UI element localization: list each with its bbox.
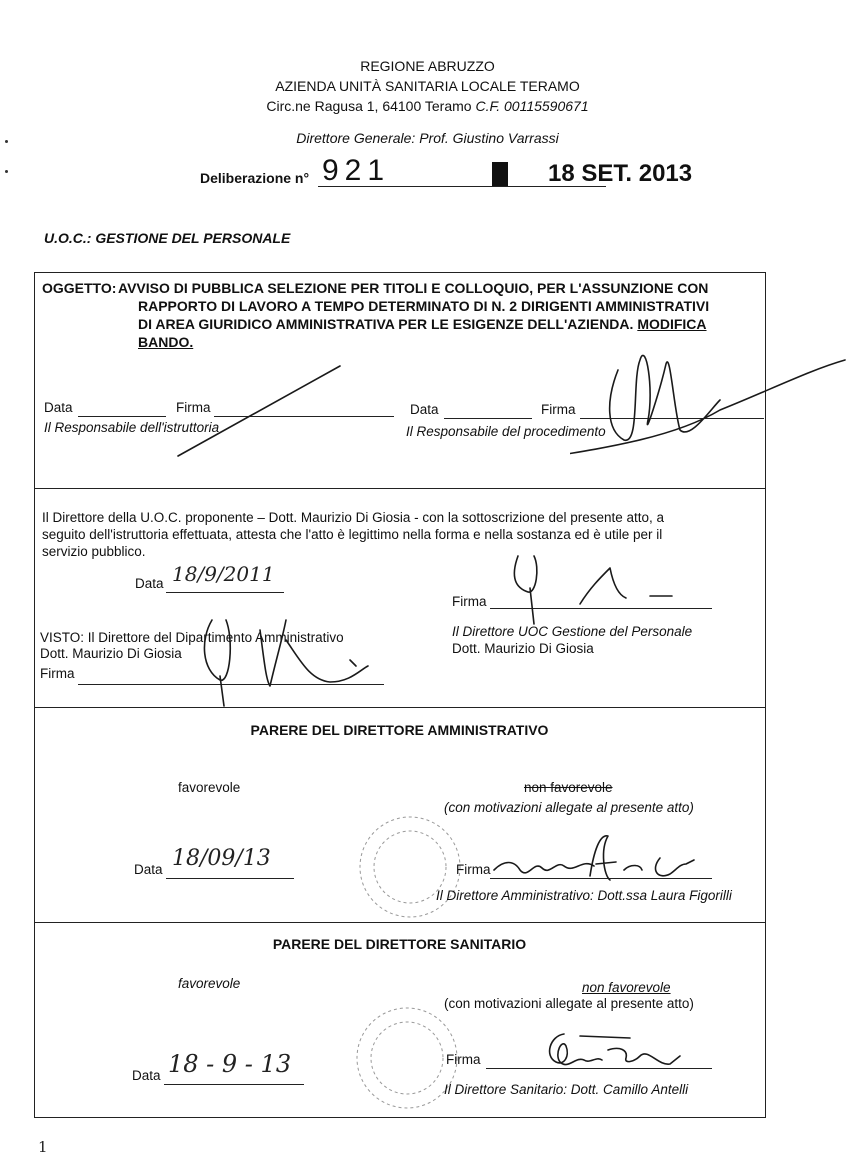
admin-favorable: favorevole <box>178 780 241 795</box>
section-divider <box>34 488 765 489</box>
health-opinion-title: PARERE DEL DIRETTORE SANITARIO <box>272 936 527 952</box>
address-line <box>0 98 855 114</box>
admin-director-signature <box>490 830 710 890</box>
health-favorable: favorevole <box>178 976 241 991</box>
statement-line-1: Il Direttore della U.O.C. proponente – Dott. Maurizio Di Giosia - con la sottoscrizione del presente atto, a <box>42 510 665 525</box>
procedimento-signature <box>570 330 850 470</box>
health-motivation: (con motivazioni allegate al presente atto) <box>444 996 694 1011</box>
uoc-director-signature <box>500 548 690 628</box>
strike-line-signature <box>160 360 360 470</box>
uoc-director-name: Dott. Maurizio Di Giosia <box>452 641 594 656</box>
health-date-handwritten: 18 - 9 - 13 <box>168 1050 292 1078</box>
statement-firma-label: Firma <box>452 594 487 609</box>
region-heading: REGIONE ABRUZZO <box>360 58 495 74</box>
health-director-signature <box>530 1026 690 1076</box>
subject-line-3-text: DI AREA GIURIDICO AMMINISTRATIVA PER LE ESIGENZE DELL'AZIENDA. <box>138 316 634 332</box>
visto-line-2: Dott. Maurizio Di Giosia <box>40 646 182 661</box>
admin-data-line <box>166 878 294 879</box>
deliberation-date-stamp: 18 SET. 2013 <box>548 160 693 187</box>
page-number: 1 <box>38 1138 48 1156</box>
subject-label: OGGETTO: <box>42 280 117 296</box>
visto-firma-label: Firma <box>40 666 75 681</box>
right-firma-label: Firma <box>541 402 576 417</box>
health-director-role: Il Direttore Sanitario: Dott. Camillo Antelli <box>444 1082 689 1097</box>
fiscal-code: C.F. 00115590671 <box>475 98 589 114</box>
director-general: Direttore Generale: Prof. Giustino Varrassi <box>296 130 559 146</box>
admin-stamp <box>355 812 465 922</box>
admin-date-handwritten: 18/09/13 <box>172 846 271 871</box>
agency-heading: AZIENDA UNITÀ SANITARIA LOCALE TERAMO <box>275 78 580 94</box>
section-divider <box>34 707 765 708</box>
subject-line-1: AVVISO DI PUBBLICA SELEZIONE PER TITOLI E COLLOQUIO, PER L'ASSUNZIONE CON <box>118 280 709 296</box>
left-firma-label: Firma <box>176 400 211 415</box>
statement-line-3: servizio pubblico. <box>42 544 146 559</box>
visto-line-1: VISTO: Il Direttore del Dipartimento Amministrativo <box>40 630 344 645</box>
left-data-line <box>78 416 166 417</box>
statement-data-label: Data <box>135 576 164 591</box>
statement-date-handwritten: 18/9/2011 <box>172 562 275 586</box>
margin-dot <box>5 170 8 173</box>
uoc-heading: U.O.C.: GESTIONE DEL PERSONALE <box>44 230 291 246</box>
health-data-label: Data <box>132 1068 161 1083</box>
left-role: Il Responsabile dell'istruttoria <box>44 420 220 435</box>
deliberation-label: Deliberazione n° <box>200 170 310 186</box>
admin-opinion-title: PARERE DEL DIRETTORE AMMINISTRATIVO <box>250 722 549 738</box>
admin-motivation: (con motivazioni allegate al presente atto) <box>444 800 694 815</box>
health-data-line <box>164 1084 304 1085</box>
subject-line-2: RAPPORTO DI LAVORO A TEMPO DETERMINATO DI N. 2 DIRIGENTI AMMINISTRATIVI <box>138 298 710 314</box>
uoc-director-role: Il Direttore UOC Gestione del Personale <box>452 624 693 639</box>
admin-data-label: Data <box>134 862 163 877</box>
margin-dot <box>5 140 8 143</box>
right-data-line <box>444 418 532 419</box>
health-firma-label: Firma <box>446 1052 481 1067</box>
statement-line-2: seguito dell'istruttoria effettuata, attesta che l'atto è legittimo nella forma e nella sostanza ed è utile per il <box>42 527 663 542</box>
admin-unfavorable: non favorevole <box>524 780 613 795</box>
health-unfavorable: non favorevole <box>582 980 671 995</box>
right-data-label: Data <box>410 402 439 417</box>
section-divider <box>34 922 765 923</box>
address-text: Circ.ne Ragusa 1, 64100 Teramo <box>266 98 472 114</box>
deliberation-number: 921 <box>322 154 391 187</box>
department-director-signature <box>190 600 390 710</box>
ink-blot <box>492 162 508 186</box>
admin-director-role: Il Direttore Amministrativo: Dott.ssa Laura Figorilli <box>436 888 732 903</box>
subject-line-4: BANDO. <box>138 334 194 350</box>
right-role: Il Responsabile del procedimento <box>406 424 606 439</box>
statement-data-line <box>166 592 284 593</box>
subject-modifica: MODIFICA <box>637 316 707 332</box>
admin-firma-label: Firma <box>456 862 491 877</box>
left-data-label: Data <box>44 400 73 415</box>
